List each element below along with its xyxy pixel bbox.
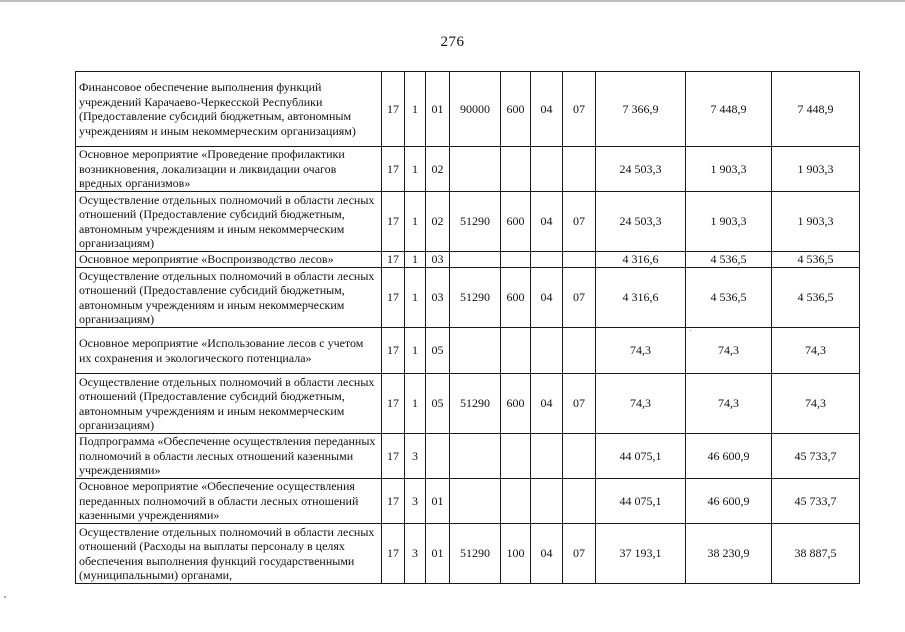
amount-cell: 4 316,6	[596, 268, 686, 328]
code-cell: 01	[426, 479, 450, 524]
row-name: Основное мероприятие «Обеспечение осуществления переданных полномочий в области лесных отношений казенными учреждениями»	[76, 479, 382, 524]
amount-cell: 44 075,1	[596, 479, 686, 524]
code-cell: 1	[405, 374, 426, 434]
code-cell: 17	[382, 252, 405, 268]
amount-cell: 74,3	[596, 374, 686, 434]
code-cell: 51290	[450, 192, 501, 252]
amount-cell: 24 503,3	[596, 192, 686, 252]
code-cell: 17	[382, 524, 405, 584]
amount-cell: 74,3	[686, 328, 772, 374]
code-cell: 07	[563, 268, 596, 328]
code-cell	[563, 328, 596, 374]
amount-cell: 46 600,9	[686, 434, 772, 479]
amount-cell: 74,3	[772, 328, 860, 374]
code-cell: 03	[426, 252, 450, 268]
code-cell: 3	[405, 434, 426, 479]
code-cell: 1	[405, 192, 426, 252]
code-cell	[563, 434, 596, 479]
row-name: Основное мероприятие «Проведение профилактики возникновения, локализации и ликвидации очагов вредных организмов»	[76, 147, 382, 192]
code-cell: 51290	[450, 268, 501, 328]
page-number: 276	[440, 34, 465, 50]
code-cell: 17	[382, 374, 405, 434]
row-name: Осуществление отдельных полномочий в области лесных отношений (Расходы на выплаты персоналу в целях обеспечения выполнения функций государственными (муниципальными) органами,	[76, 524, 382, 584]
code-cell	[426, 434, 450, 479]
code-cell: 17	[382, 192, 405, 252]
amount-cell: 45 733,7	[772, 479, 860, 524]
row-name: Финансовое обеспечение выполнения функций учреждений Карачаево-Черкесской Республики (Предоставление субсидий бюджетным, автономным учреждениям и иным некоммерческим организациям)	[76, 72, 382, 147]
table-row	[76, 374, 860, 434]
code-cell	[531, 252, 563, 268]
code-cell: 02	[426, 192, 450, 252]
amount-cell: 74,3	[596, 328, 686, 374]
table-row	[76, 524, 860, 584]
table-row	[76, 268, 860, 328]
code-cell: 02	[426, 147, 450, 192]
code-cell: 51290	[450, 374, 501, 434]
amount-cell: 7 448,9	[686, 72, 772, 147]
code-cell	[501, 434, 531, 479]
code-cell: 04	[531, 524, 563, 584]
code-cell: 17	[382, 147, 405, 192]
code-cell: 07	[563, 524, 596, 584]
code-cell	[501, 147, 531, 192]
amount-cell: 7 366,9	[596, 72, 686, 147]
scan-top-edge	[0, 0, 905, 2]
amount-cell: 37 193,1	[596, 524, 686, 584]
code-cell: 07	[563, 72, 596, 147]
table-row	[76, 434, 860, 479]
scan-speck	[690, 330, 691, 331]
code-cell: 1	[405, 328, 426, 374]
code-cell: 05	[426, 328, 450, 374]
amount-cell: 46 600,9	[686, 479, 772, 524]
code-cell	[501, 328, 531, 374]
scan-speck	[4, 596, 6, 598]
amount-cell: 1 903,3	[772, 192, 860, 252]
budget-table	[75, 71, 860, 584]
amount-cell: 4 316,6	[596, 252, 686, 268]
amount-cell: 4 536,5	[686, 252, 772, 268]
code-cell	[501, 479, 531, 524]
row-name: Основное мероприятие «Воспроизводство лесов»	[76, 252, 382, 268]
code-cell: 01	[426, 524, 450, 584]
amount-cell: 24 503,3	[596, 147, 686, 192]
code-cell: 90000	[450, 72, 501, 147]
amount-cell: 38 887,5	[772, 524, 860, 584]
code-cell: 04	[531, 72, 563, 147]
amount-cell: 1 903,3	[686, 192, 772, 252]
table-row	[76, 147, 860, 192]
amount-cell: 4 536,5	[772, 252, 860, 268]
code-cell: 600	[501, 374, 531, 434]
amount-cell: 1 903,3	[772, 147, 860, 192]
code-cell	[501, 252, 531, 268]
code-cell: 17	[382, 72, 405, 147]
code-cell: 01	[426, 72, 450, 147]
code-cell: 1	[405, 147, 426, 192]
code-cell: 05	[426, 374, 450, 434]
code-cell: 600	[501, 268, 531, 328]
amount-cell: 4 536,5	[772, 268, 860, 328]
code-cell	[531, 479, 563, 524]
code-cell	[450, 252, 501, 268]
code-cell: 17	[382, 268, 405, 328]
code-cell: 3	[405, 524, 426, 584]
code-cell: 1	[405, 72, 426, 147]
row-name: Подпрограмма «Обеспечение осуществления переданных полномочий в области лесных отношений казенными учреждениями»	[76, 434, 382, 479]
code-cell	[450, 434, 501, 479]
table-row	[76, 252, 860, 268]
code-cell: 04	[531, 192, 563, 252]
table-row	[76, 479, 860, 524]
amount-cell: 1 903,3	[686, 147, 772, 192]
code-cell: 04	[531, 268, 563, 328]
amount-cell: 74,3	[686, 374, 772, 434]
code-cell: 600	[501, 72, 531, 147]
code-cell: 3	[405, 479, 426, 524]
code-cell	[531, 328, 563, 374]
amount-cell: 74,3	[772, 374, 860, 434]
code-cell: 17	[382, 328, 405, 374]
code-cell	[450, 479, 501, 524]
code-cell	[450, 147, 501, 192]
code-cell: 17	[382, 434, 405, 479]
code-cell	[531, 434, 563, 479]
amount-cell: 7 448,9	[772, 72, 860, 147]
amount-cell: 38 230,9	[686, 524, 772, 584]
code-cell: 07	[563, 192, 596, 252]
code-cell: 03	[426, 268, 450, 328]
row-name: Осуществление отдельных полномочий в области лесных отношений (Предоставление субсидий бюджетным, автономным учреждениям и иным некоммерческим организациям)	[76, 192, 382, 252]
amount-cell: 45 733,7	[772, 434, 860, 479]
code-cell: 17	[382, 479, 405, 524]
code-cell: 51290	[450, 524, 501, 584]
code-cell: 100	[501, 524, 531, 584]
code-cell	[531, 147, 563, 192]
code-cell: 1	[405, 268, 426, 328]
code-cell: 600	[501, 192, 531, 252]
code-cell: 1	[405, 252, 426, 268]
code-cell: 04	[531, 374, 563, 434]
table-row	[76, 192, 860, 252]
code-cell	[563, 479, 596, 524]
table-row	[76, 72, 860, 147]
row-name: Осуществление отдельных полномочий в области лесных отношений (Предоставление субсидий бюджетным, автономным учреждениям и иным некоммерческим организациям)	[76, 268, 382, 328]
amount-cell: 44 075,1	[596, 434, 686, 479]
amount-cell: 4 536,5	[686, 268, 772, 328]
row-name: Основное мероприятие «Использование лесов с учетом их сохранения и экологического потенциала»	[76, 328, 382, 374]
table-row	[76, 328, 860, 374]
code-cell	[563, 252, 596, 268]
row-name: Осуществление отдельных полномочий в области лесных отношений (Предоставление субсидий бюджетным, автономным учреждениям и иным некоммерческим организациям)	[76, 374, 382, 434]
code-cell: 07	[563, 374, 596, 434]
code-cell	[563, 147, 596, 192]
code-cell	[450, 328, 501, 374]
